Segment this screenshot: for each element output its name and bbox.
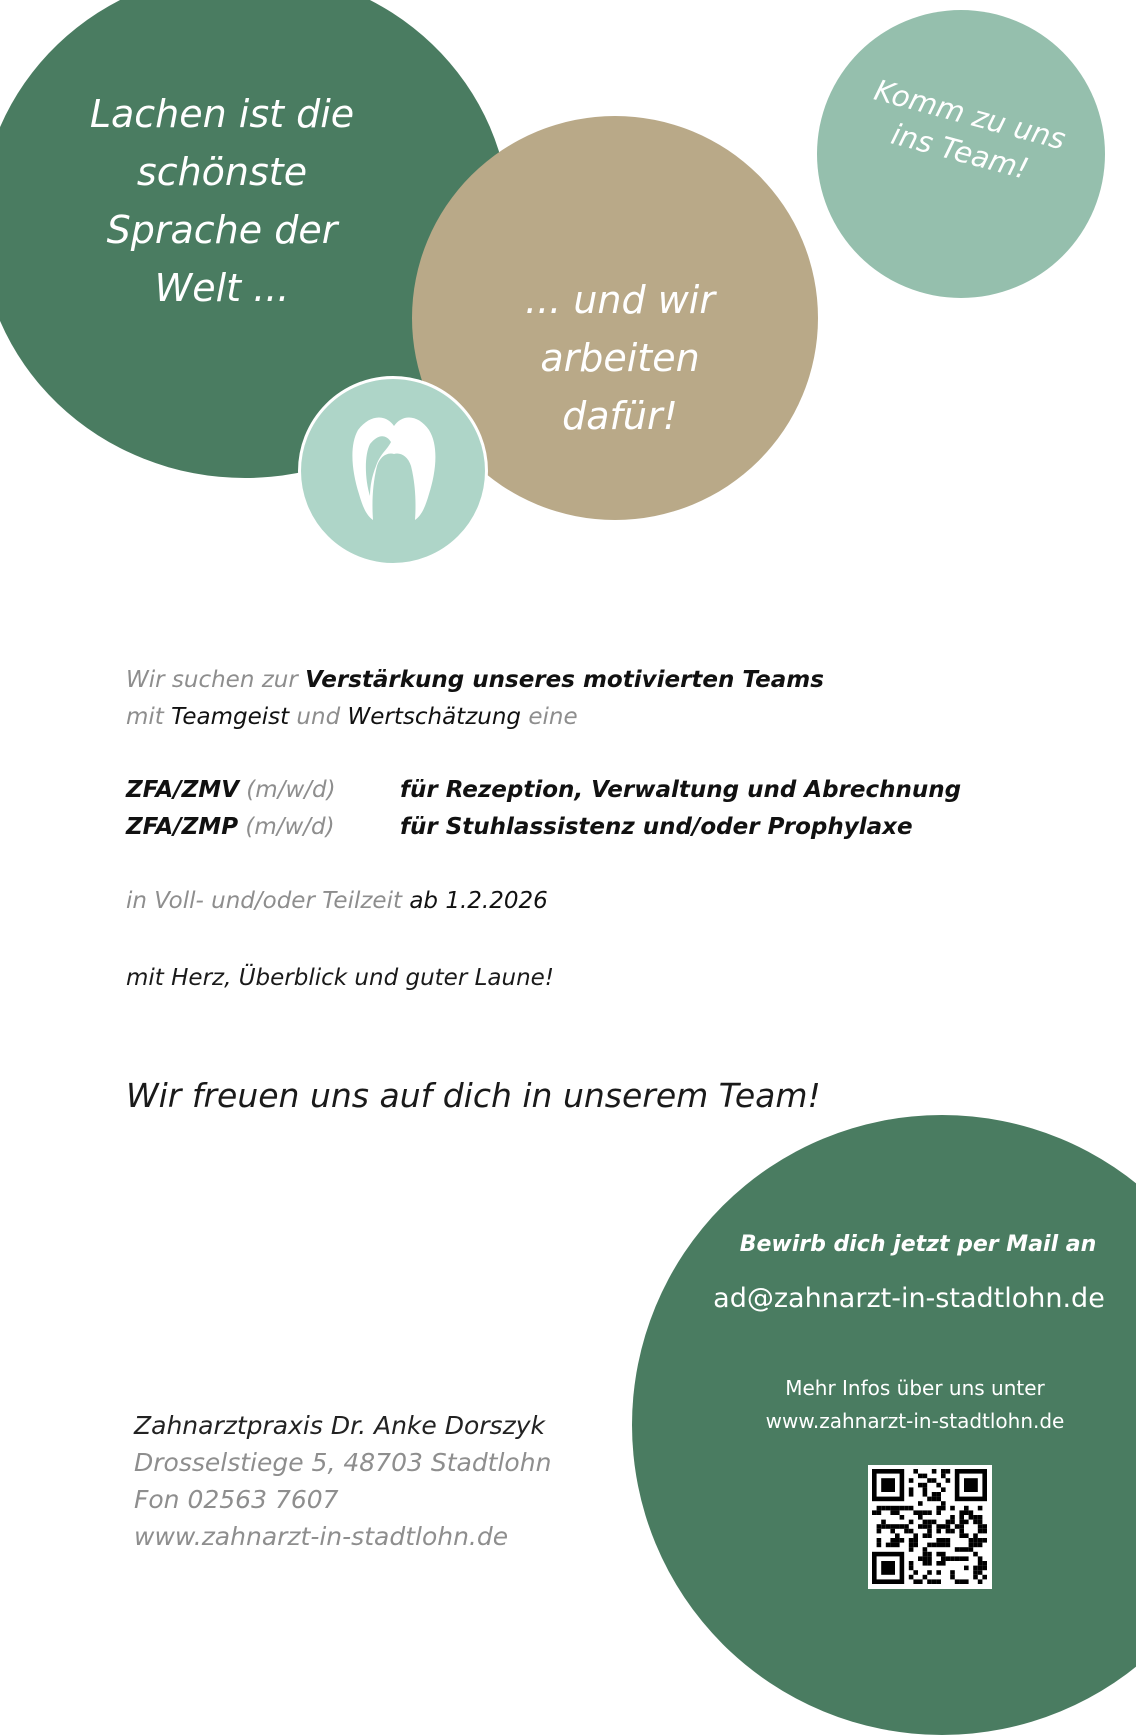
headline-arbeiten: ... und wir arbeiten dafür! bbox=[525, 278, 715, 438]
apply-cta: Bewirb dich jetzt per Mail an bbox=[739, 1232, 1097, 1257]
role-row bbox=[126, 772, 961, 809]
qualities-text: mit Herz, Überblick und guter Laune! bbox=[126, 965, 555, 991]
apply-email-link[interactable]: ad@zahnarzt-in-stadtlohn.de bbox=[713, 1283, 1105, 1314]
role-task: für Stuhlassistenz und/oder Prophylaxe bbox=[400, 814, 913, 840]
roles-list bbox=[126, 772, 961, 846]
intro-text bbox=[126, 662, 824, 736]
timing-light: in Voll- und/oder Teilzeit bbox=[126, 888, 410, 914]
practice-address: Drosselstiege 5, 48703 Stadtlohn bbox=[134, 1448, 552, 1477]
timing-text bbox=[126, 883, 548, 920]
intro-fragment: Teamgeist bbox=[171, 704, 290, 730]
role-gender: (m/w/d) bbox=[238, 814, 335, 840]
role-task: für Rezeption, Verwaltung und Abrechnung bbox=[400, 777, 962, 803]
apply-info bbox=[730, 1372, 1100, 1438]
role-code: ZFA/ZMV bbox=[126, 777, 239, 803]
timing-start: ab 1.2.2026 bbox=[409, 888, 548, 914]
practice-website[interactable]: www.zahnarzt-in-stadtlohn.de bbox=[134, 1522, 509, 1551]
intro-fragment: Wir suchen zur bbox=[126, 667, 306, 693]
intro-fragment: Wertschätzung bbox=[347, 704, 522, 730]
apply-website-link[interactable]: www.zahnarzt-in-stadtlohn.de bbox=[765, 1409, 1065, 1433]
role-code: ZFA/ZMP bbox=[126, 814, 239, 840]
apply-info-line: Mehr Infos über uns unter bbox=[785, 1376, 1045, 1400]
intro-fragment: Verstärkung unseres motivierten Teams bbox=[305, 667, 824, 693]
closing-headline: Wir freuen uns auf dich in unserem Team! bbox=[126, 1076, 821, 1115]
intro-line-1 bbox=[126, 662, 824, 699]
intro-fragment: eine bbox=[521, 704, 578, 730]
role-row bbox=[126, 809, 961, 846]
headline-lachen: Lachen ist die schönste Sprache der Welt ... bbox=[89, 92, 355, 310]
practice-name: Zahnarztpraxis Dr. Anke Dorszyk bbox=[134, 1411, 545, 1440]
qr-code-icon[interactable] bbox=[868, 1465, 992, 1589]
role-gender: (m/w/d) bbox=[239, 777, 336, 803]
intro-fragment: mit bbox=[126, 704, 172, 730]
practice-phone[interactable]: Fon 02563 7607 bbox=[134, 1485, 339, 1514]
practice-info bbox=[134, 1407, 551, 1555]
intro-fragment: und bbox=[289, 704, 348, 730]
tooth-icon bbox=[298, 376, 488, 566]
intro-line-2 bbox=[126, 699, 824, 736]
headline-komm: Komm zu uns ins Team! bbox=[870, 72, 1070, 186]
